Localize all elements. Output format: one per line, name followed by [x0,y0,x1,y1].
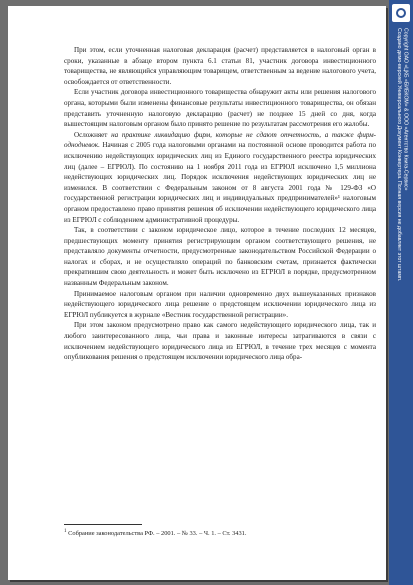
watermark-line-1: Copyright ОАО «ЦКБ «БИБКОМ» & ООО «Aгентство Книга-Сервис» [402,28,409,191]
paragraph-6: При этом законом предусмотрено право как самого недействующего юридического лица, так и любого заинтересованного лица, чьи права и законные интересы затрагиваются в связи с исключением недействующего юридического лица из ЕГРЮЛ, в течение трех месяцев с момента опубликования решения о предстоящем исключении юридического лица обра- [64,321,376,362]
document-page [8,6,386,580]
document-text [64,45,376,363]
paragraph-3: Осложняет на практике ликвидацию фирм, которые не сдают отчетность, а также фирм-однодневок. Начиная с 2005 года налоговыми органами на постоянной основе проводится работа по исключению недействующих юридических лиц из Единого государственного реестра юридических лиц (далее – ЕГРЮЛ). По состоянию на 1 ноября 2011 года из ЕГРЮЛ исключено 1,5 миллиона недействующих юридических лиц. Порядок исключения недействующих юридических лиц не изменился. В соответствии с Федеральным законом от 8 августа 2001 года № 129-ФЗ «О государственной регистрации юридических лиц и индивидуальных предпринимателей»¹ налоговым органом предоставлено право принятия решения об исключении недействующего юридического лица из ЕГРЮЛ с соблюдением административной процедуры. [64,130,376,224]
italic-phrase: на практике ликвидацию фирм, которые не сдают отчетность, а также фирм-однодневок. [64,130,376,150]
watermark-strip [389,0,413,585]
watermark-text [396,28,409,281]
watermark-line-2: Создано демо-версией Универсального Документ Конвертера. Полная версия не добавляет этот штамп. [396,28,402,282]
footnote-text: Собрание законодательства РФ. – 2001. – № 33. – Ч. 1. – Ст. 3431. [68,530,247,538]
paragraph-1: При этом, если уточненная налоговая декларация (расчет) представляется в налоговый орган в сроки, указанные в абзаце втором пункта 6.1 статьи 81, участник договора инвестиционного товарищества, не являющийся управляющим товарищем, ответственным за ведение налогового учета, освобождается от ответственности. [64,46,376,86]
paragraph-4: Так, в соответствии с законом юридическое лицо, которое в течение последних 12 месяцев, предшествующих моменту принятия регистрирующим органом соответствующего решения, не представляло документы отчетности, предусмотренные законодательством Российской Федерации о налогах и сборах, и не осуществляло операций по банковским счетам, признается фактически прекратившим свою деятельность и может быть исключено из ЕГРЮЛ в порядке, предусмотренном названным Федеральным законом. [64,226,376,288]
paragraph-5: Принимаемое налоговым органом при наличии одновременно двух вышеуказанных признаков недействующего юридического лица решение о предстоящем исключении юридического лица из ЕГРЮЛ публикуется в журнале «Вестник государственной регистрации». [64,289,376,319]
footnote-marker: 1 [64,529,67,534]
footnote [64,529,376,537]
logo-icon [392,4,410,22]
paragraph-2: Если участник договора инвестиционного товарищества обнаружит акты или решения налогового органа, которыми были изменены финансовые результаты инвестиционного товарищества, он обязан представить уточненную налоговую декларацию (расчет) не позднее 15 дней со дня, когда вышестоящим налоговым органом было принято решение по результатам рассмотрения его жалобы. [64,88,376,129]
footnote-divider [64,524,142,525]
